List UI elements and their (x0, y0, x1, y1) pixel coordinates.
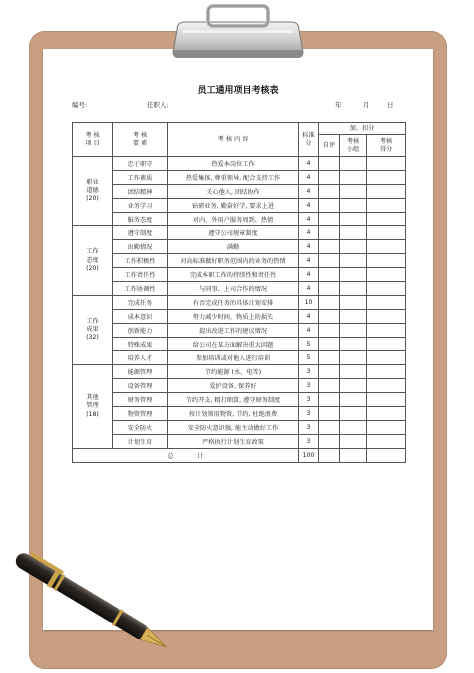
final-score-cell[interactable] (367, 365, 406, 379)
final-score-cell[interactable] (367, 254, 406, 268)
content-cell: 满勤 (168, 240, 299, 254)
standard-cell: 3 (299, 434, 319, 448)
self-score-cell[interactable] (319, 157, 340, 171)
factor-cell: 工作积极性 (113, 254, 168, 268)
standard-cell: 4 (299, 198, 319, 212)
header-bonus: 加、扣分 (319, 123, 406, 135)
content-cell: 努力减少时间、物质上的损失 (168, 309, 299, 323)
table-body (73, 157, 406, 449)
factor-cell: 工作责任性 (113, 268, 168, 282)
standard-cell: 4 (299, 212, 319, 226)
table-row (73, 351, 406, 365)
self-score-cell[interactable] (319, 254, 340, 268)
self-score-cell[interactable] (319, 198, 340, 212)
final-score-cell[interactable] (367, 351, 406, 365)
content-cell: 提出改进工作的建议情况 (168, 323, 299, 337)
standard-cell: 4 (299, 240, 319, 254)
group-score-cell[interactable] (340, 282, 367, 296)
group-score-cell[interactable] (340, 295, 367, 309)
content-cell: 关心他人, 团结协作 (168, 184, 299, 198)
table-row (73, 170, 406, 184)
table-row (73, 157, 406, 171)
content-cell: 对高标准做好职务范围内的业务的热情 (168, 254, 299, 268)
category-label: 工作 态度 (20) (73, 226, 113, 295)
group-score-cell[interactable] (340, 184, 367, 198)
self-score-cell[interactable] (319, 170, 340, 184)
self-score-cell[interactable] (319, 295, 340, 309)
final-score-cell[interactable] (367, 393, 406, 407)
factor-cell: 工作协调性 (113, 282, 168, 296)
content-cell: 节约能源 (水、电等) (168, 365, 299, 379)
group-score-cell[interactable] (340, 157, 367, 171)
table-row (73, 226, 406, 240)
self-score-cell[interactable] (319, 393, 340, 407)
total-group-cell[interactable] (340, 448, 367, 462)
table-row (73, 323, 406, 337)
self-score-cell[interactable] (319, 323, 340, 337)
standard-cell: 4 (299, 226, 319, 240)
content-cell: 与同事、上司合作的情况 (168, 282, 299, 296)
self-score-cell[interactable] (319, 337, 340, 351)
header-factor: 考 核 要 素 (113, 123, 168, 157)
final-score-cell[interactable] (367, 309, 406, 323)
factor-cell: 工作素质 (113, 170, 168, 184)
content-cell: 给公司在某方面解决重大问题 (168, 337, 299, 351)
self-score-cell[interactable] (319, 407, 340, 421)
content-cell: 安全防火意识强, 能主动做好工作 (168, 420, 299, 434)
final-score-cell[interactable] (367, 184, 406, 198)
table-row (73, 365, 406, 379)
factor-cell: 物资管理 (113, 407, 168, 421)
content-cell: 节约开支, 精打细算, 遵守财务制度 (168, 393, 299, 407)
factor-cell: 成本意识 (113, 309, 168, 323)
total-value: 100 (299, 448, 319, 462)
header-self: 自评 (319, 135, 340, 157)
group-score-cell[interactable] (340, 268, 367, 282)
self-score-cell[interactable] (319, 365, 340, 379)
content-cell: 有否完成任务的具体计划安排 (168, 295, 299, 309)
standard-cell: 3 (299, 420, 319, 434)
final-score-cell[interactable] (367, 407, 406, 421)
factor-cell: 完成任务 (113, 295, 168, 309)
standard-cell: 3 (299, 379, 319, 393)
final-score-cell[interactable] (367, 170, 406, 184)
table-row (73, 240, 406, 254)
month-label: 月 (363, 101, 370, 109)
group-score-cell[interactable] (340, 170, 367, 184)
content-cell: 热爱集体, 尊重领导, 配合支持工作 (168, 170, 299, 184)
factor-cell: 团结精神 (113, 184, 168, 198)
table-row (73, 393, 406, 407)
fountain-pen-icon (0, 540, 190, 669)
final-score-cell[interactable] (367, 226, 406, 240)
group-score-cell[interactable] (340, 379, 367, 393)
category-label: 工作 成果 (32) (73, 295, 113, 364)
final-score-cell[interactable] (367, 295, 406, 309)
self-score-cell[interactable] (319, 420, 340, 434)
final-score-cell[interactable] (367, 157, 406, 171)
group-score-cell[interactable] (340, 240, 367, 254)
final-score-cell[interactable] (367, 282, 406, 296)
standard-cell: 5 (299, 351, 319, 365)
header-content: 考 核 内 容 (168, 123, 299, 157)
group-score-cell[interactable] (340, 434, 367, 448)
factor-cell: 出勤情况 (113, 240, 168, 254)
standard-cell: 5 (299, 337, 319, 351)
group-score-cell[interactable] (340, 254, 367, 268)
standard-cell: 4 (299, 184, 319, 198)
factor-cell: 服务态度 (113, 212, 168, 226)
category-label: 职业 道德 (20) (73, 157, 113, 226)
group-score-cell[interactable] (340, 309, 367, 323)
table-row (73, 212, 406, 226)
content-cell: 对内、外用户服务周到、热情 (168, 212, 299, 226)
group-score-cell[interactable] (340, 351, 367, 365)
content-cell: 按计划领用物资, 节约, 杜绝浪费 (168, 407, 299, 421)
number-label: 编号: (72, 101, 88, 109)
content-cell: 参加培训或对他人进行培训 (168, 351, 299, 365)
self-score-cell[interactable] (319, 184, 340, 198)
table-row (73, 198, 406, 212)
standard-cell: 4 (299, 170, 319, 184)
group-score-cell[interactable] (340, 212, 367, 226)
self-score-cell[interactable] (319, 240, 340, 254)
table-row (73, 420, 406, 434)
content-cell: 严格执行计划生育政策 (168, 434, 299, 448)
self-score-cell[interactable] (319, 379, 340, 393)
final-score-cell[interactable] (367, 420, 406, 434)
factor-cell: 忠于职守 (113, 157, 168, 171)
final-score-cell[interactable] (367, 212, 406, 226)
day-label: 日 (387, 101, 394, 109)
content-cell: 爱护设备, 保养好 (168, 379, 299, 393)
group-score-cell[interactable] (340, 365, 367, 379)
standard-cell: 10 (299, 295, 319, 309)
content-cell: 遵守公司规章制度 (168, 226, 299, 240)
final-score-cell[interactable] (367, 198, 406, 212)
factor-cell: 培养人才 (113, 351, 168, 365)
content-cell: 热爱本岗位工作 (168, 157, 299, 171)
table-row (73, 434, 406, 448)
self-score-cell[interactable] (319, 282, 340, 296)
standard-cell: 3 (299, 365, 319, 379)
standard-cell: 3 (299, 407, 319, 421)
position-label: 任职人: (147, 101, 169, 109)
clipboard-clip-icon (163, 0, 313, 60)
total-score-cell[interactable] (367, 448, 406, 462)
final-score-cell[interactable] (367, 240, 406, 254)
final-score-cell[interactable] (367, 337, 406, 351)
group-score-cell[interactable] (340, 393, 367, 407)
standard-cell: 4 (299, 282, 319, 296)
table-row (73, 337, 406, 351)
table-row (73, 309, 406, 323)
factor-cell: 遵守制度 (113, 226, 168, 240)
total-row (73, 448, 406, 462)
factor-cell: 财务管理 (113, 393, 168, 407)
standard-cell: 3 (299, 393, 319, 407)
standard-cell: 4 (299, 309, 319, 323)
header-project: 考 核 项 目 (73, 123, 113, 157)
factor-cell: 设备管理 (113, 379, 168, 393)
assessment-table (72, 122, 406, 463)
factor-cell: 能源管理 (113, 365, 168, 379)
factor-cell: 安全防火 (113, 420, 168, 434)
standard-cell: 4 (299, 268, 319, 282)
content-cell: 钻研业务, 勤奋好学, 要求上进 (168, 198, 299, 212)
table-row (73, 254, 406, 268)
group-score-cell[interactable] (340, 407, 367, 421)
factor-cell: 计划生育 (113, 434, 168, 448)
group-score-cell[interactable] (340, 420, 367, 434)
self-score-cell[interactable] (319, 309, 340, 323)
content-cell: 完成本职工作的持续性和责任性 (168, 268, 299, 282)
factor-cell: 特殊成果 (113, 337, 168, 351)
group-score-cell[interactable] (340, 198, 367, 212)
form-title: 员工通用项目考核表 (197, 86, 279, 96)
group-score-cell[interactable] (340, 323, 367, 337)
standard-cell: 4 (299, 323, 319, 337)
total-self-cell[interactable] (319, 448, 340, 462)
self-score-cell[interactable] (319, 226, 340, 240)
header-standard: 标准 分 (299, 123, 319, 157)
self-score-cell[interactable] (319, 434, 340, 448)
self-score-cell[interactable] (319, 212, 340, 226)
table-row (73, 407, 406, 421)
table-row (73, 268, 406, 282)
table-row (73, 282, 406, 296)
table-row (73, 379, 406, 393)
group-score-cell[interactable] (340, 337, 367, 351)
final-score-cell[interactable] (367, 434, 406, 448)
header-score: 考核 得分 (367, 135, 406, 157)
year-label: 年 (335, 101, 342, 109)
total-label: 总 计 (73, 448, 299, 462)
table-row (73, 184, 406, 198)
self-score-cell[interactable] (319, 351, 340, 365)
group-score-cell[interactable] (340, 226, 367, 240)
final-score-cell[interactable] (367, 379, 406, 393)
factor-cell: 创新能力 (113, 323, 168, 337)
standard-cell: 4 (299, 254, 319, 268)
final-score-cell[interactable] (367, 323, 406, 337)
table-row (73, 295, 406, 309)
factor-cell: 业务学习 (113, 198, 168, 212)
final-score-cell[interactable] (367, 268, 406, 282)
header-group: 考核 小组 (340, 135, 367, 157)
standard-cell: 4 (299, 157, 319, 171)
category-label: 其他 管理 (18) (73, 365, 113, 448)
self-score-cell[interactable] (319, 268, 340, 282)
